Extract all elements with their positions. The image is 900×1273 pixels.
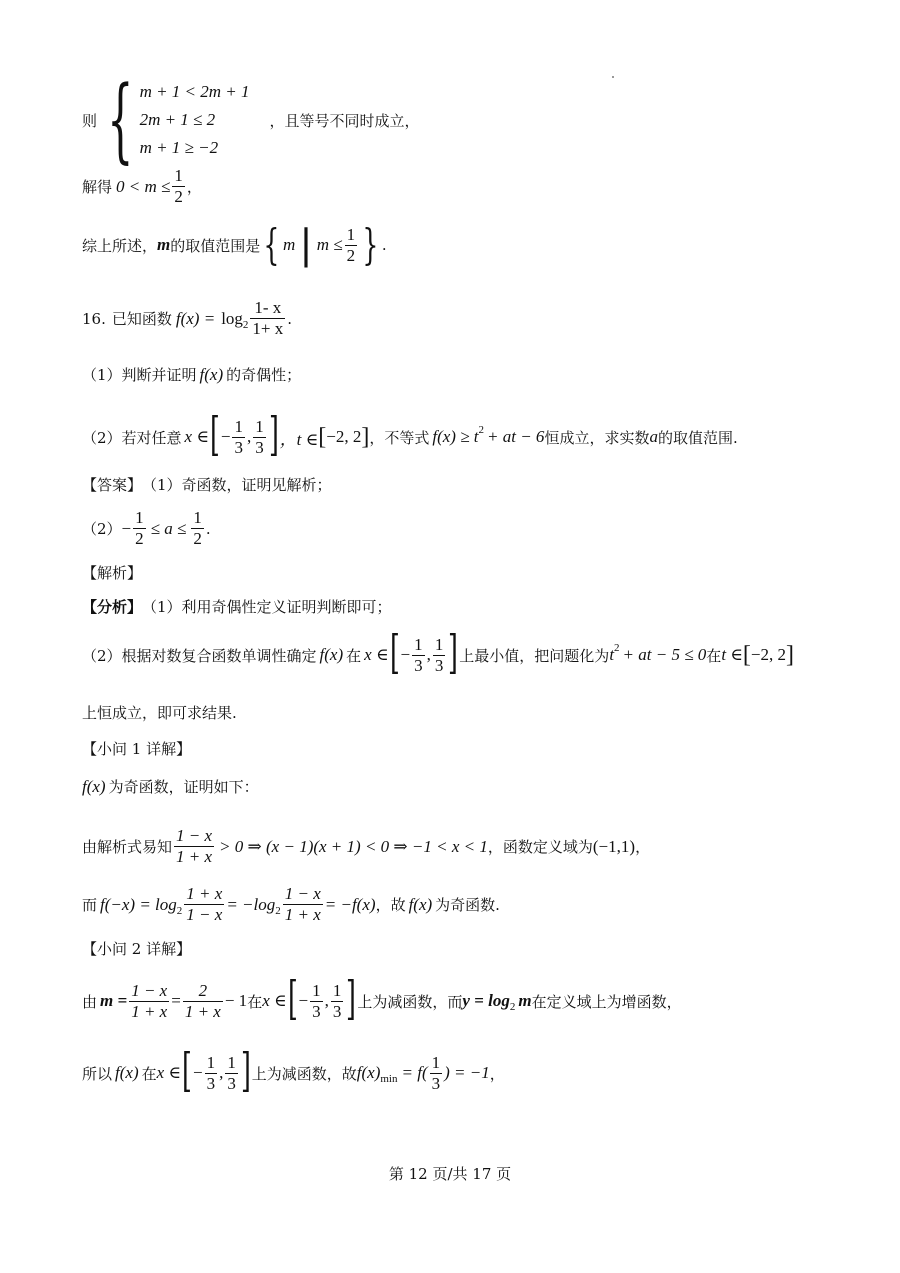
part-2 bbox=[82, 407, 738, 461]
function-ref: f(x) bbox=[319, 645, 344, 664]
fraction: $\frac{1}{3}$ bbox=[312, 980, 321, 1021]
left-bracket: [ bbox=[287, 971, 298, 1025]
inequality-rest: + at − 6 bbox=[487, 427, 545, 446]
function-name: f(x) = bbox=[175, 308, 216, 328]
x-in: x ∈ bbox=[364, 645, 389, 664]
analysis-label: 【解析】 bbox=[82, 564, 143, 582]
sys-rows bbox=[140, 78, 250, 162]
expr: = −f(x) bbox=[324, 894, 376, 914]
t-in: t ∈ bbox=[721, 645, 743, 664]
x-in: x ∈ bbox=[184, 427, 209, 446]
fenxi-p2-line bbox=[82, 625, 794, 679]
left-bracket: [ bbox=[389, 625, 400, 679]
exponent: 2 bbox=[478, 424, 485, 436]
fraction: $\frac{2}{1 + x}$ bbox=[184, 980, 221, 1021]
log-symbol: log bbox=[221, 308, 243, 328]
conclusion-var: m bbox=[157, 235, 171, 254]
fraction: $\frac{1}{2}$ bbox=[174, 166, 183, 206]
right-bracket: ] bbox=[785, 641, 794, 668]
log-base: 2 bbox=[275, 904, 281, 917]
comma: , bbox=[219, 1063, 224, 1082]
left-bracket: [ bbox=[209, 407, 220, 461]
answer-p2-line bbox=[82, 508, 211, 549]
left-brace: { bbox=[107, 66, 134, 173]
sub1-label: 【小问 1 详解】 bbox=[82, 740, 192, 758]
function-ref: f(x) bbox=[82, 776, 106, 796]
fraction: $\frac{1 - x}{1 + x}$ bbox=[284, 884, 321, 924]
sub1-l3a: 而 bbox=[82, 896, 98, 914]
comma: , bbox=[324, 991, 329, 1010]
set-left-brace: { bbox=[263, 220, 280, 269]
comma: , bbox=[426, 645, 431, 664]
fraction: $\frac{1}{3}$ bbox=[332, 980, 342, 1021]
sys-row: 2m + 1 ≤ 2 bbox=[139, 110, 216, 129]
right-bracket: ] bbox=[346, 971, 357, 1025]
fraction: $\frac{1}{3}$ bbox=[414, 634, 423, 675]
sub1-text: 为奇函数，证明如下： bbox=[108, 778, 259, 796]
sys-row: m + 1 ≥ −2 bbox=[139, 138, 219, 157]
answer-p1: （1）奇函数，证明见解析； bbox=[142, 476, 332, 494]
inequality: t bbox=[609, 645, 615, 664]
comma: , bbox=[246, 427, 252, 446]
log-base: 2 bbox=[242, 318, 249, 331]
fraction: $\frac{1 - x}{1 + x}$ bbox=[176, 826, 213, 866]
fraction: $\frac{1}{2}$ bbox=[346, 224, 356, 265]
fenxi-p3-line bbox=[82, 702, 237, 723]
fraction: $\frac{1}{3}$ bbox=[255, 416, 264, 457]
sub1-l2a: 由解析式易知 bbox=[82, 838, 173, 856]
right-bracket: ] bbox=[268, 407, 279, 461]
minus-sign: − bbox=[400, 645, 411, 664]
exponent: 2 bbox=[614, 642, 620, 654]
sub2-line1 bbox=[82, 971, 682, 1025]
sub2-label-line bbox=[82, 938, 191, 959]
set-var: m bbox=[283, 235, 296, 254]
t-interval: −2, 2 bbox=[326, 427, 362, 446]
fraction: $\frac{1}{3}$ bbox=[227, 1052, 236, 1093]
minus-sign: − bbox=[298, 991, 309, 1010]
domain: (−1,1) bbox=[592, 836, 636, 856]
sub2-l1d: 在 bbox=[247, 992, 263, 1011]
var-m: m bbox=[518, 991, 532, 1010]
sys-row: m + 1 < 2m + 1 bbox=[139, 82, 250, 101]
sub2-l1a: 由 bbox=[82, 992, 98, 1011]
expr: = −log bbox=[226, 894, 276, 914]
right-bracket: ] bbox=[448, 625, 459, 679]
part2-label: （2）若对任意 bbox=[82, 428, 182, 447]
fenxi-p3: 上恒成立，即可求结果. bbox=[82, 704, 237, 722]
answer-range: ≤ a ≤ bbox=[150, 518, 187, 538]
fraction: $\frac{1 + x}{1 - x}$ bbox=[186, 884, 223, 924]
set-cond: m ≤ bbox=[316, 235, 343, 254]
conclusion-prefix: 综上所述， bbox=[82, 236, 158, 255]
expr: y = log bbox=[462, 991, 510, 1010]
sub2-l2a: 所以 bbox=[82, 1064, 113, 1083]
sub2-l2c: 在 bbox=[141, 1064, 157, 1083]
sub1-line3 bbox=[82, 884, 500, 925]
solve-prefix: 解得 bbox=[82, 178, 113, 196]
expr: = f( bbox=[401, 1063, 428, 1082]
conclusion-line bbox=[82, 222, 387, 268]
derivation: > 0 ⇒ (x − 1)(x + 1) < 0 ⇒ −1 < x < 1 bbox=[219, 836, 488, 856]
minus-sign: − bbox=[192, 1063, 203, 1082]
part2-tail: 恒成立，求实数 bbox=[544, 428, 650, 447]
equals: = bbox=[171, 991, 181, 1010]
expr: ) = −1 bbox=[444, 1063, 490, 1082]
left-bracket: [ bbox=[182, 1043, 192, 1097]
comma: ， bbox=[489, 1064, 505, 1083]
fraction: $\frac{1 - x}{1 + x}$ bbox=[131, 980, 168, 1021]
expr: f(−x) = log bbox=[100, 894, 177, 914]
fraction: $\frac{1}{3}$ bbox=[434, 634, 444, 675]
conclusion-mid: 的取值范围是 bbox=[170, 236, 261, 255]
inequality: f(x) ≥ t bbox=[432, 427, 479, 446]
minus-sign: − bbox=[220, 427, 231, 446]
x-in: x ∈ bbox=[262, 991, 287, 1010]
sys-prefix: 则 bbox=[82, 111, 98, 130]
t-interval: −2, 2 bbox=[750, 645, 786, 664]
log-base: 2 bbox=[176, 904, 183, 917]
question-tail: . bbox=[287, 309, 293, 328]
inequality-system bbox=[82, 66, 420, 173]
sub2-l1h: 在定义域上为增函数， bbox=[531, 992, 682, 1011]
fraction: $\frac{1}{3}$ bbox=[234, 416, 243, 457]
comma: ， bbox=[635, 838, 651, 856]
function-ref: f(x) bbox=[408, 894, 433, 914]
minus-sign: − bbox=[121, 518, 132, 538]
log-base: 2 bbox=[509, 1001, 516, 1013]
fraction: $\frac{1}{3}$ bbox=[206, 1052, 216, 1093]
min-subscript: min bbox=[380, 1073, 398, 1085]
answer-label-line bbox=[82, 474, 332, 495]
set-bar: | bbox=[299, 222, 313, 268]
question-16 bbox=[82, 298, 292, 339]
function-ref: f(x) bbox=[115, 1063, 139, 1082]
sub1-l3g: 为奇函数. bbox=[435, 896, 500, 914]
scan-dot bbox=[612, 76, 614, 78]
solve-tail: ， bbox=[186, 178, 202, 196]
sub1-label-line bbox=[82, 738, 191, 759]
page-footer: 第 12 页/共 17 页 bbox=[388, 1165, 512, 1183]
sub1-l3e: ，故 bbox=[375, 896, 406, 914]
fraction: $\frac{1}{2}$ bbox=[193, 508, 202, 548]
fenxi-p2b: 在 bbox=[346, 646, 362, 665]
fenxi-label: 【分析】 bbox=[82, 598, 143, 616]
x-in: x ∈ bbox=[156, 1063, 182, 1082]
answer-label: 【答案】 bbox=[82, 476, 143, 494]
fraction: $\frac{1- x}{1+ x}$ bbox=[252, 298, 284, 338]
fenxi-p2c: 上最小值，把问题化为 bbox=[459, 646, 610, 665]
sub2-label: 【小问 2 详解】 bbox=[82, 940, 192, 958]
conclusion-tail: . bbox=[381, 236, 387, 254]
fenxi-p2a: （2）根据对数复合函数单调性确定 bbox=[82, 646, 317, 665]
solve-line bbox=[82, 166, 202, 207]
part2-tail2: 的取值范围. bbox=[657, 428, 738, 447]
function-ref: f(x) bbox=[356, 1063, 381, 1082]
var-a: a bbox=[649, 427, 658, 446]
analysis-line bbox=[82, 562, 142, 583]
fenxi-p2d: 在 bbox=[706, 646, 722, 665]
part1-label: （1）判断并证明 bbox=[82, 366, 197, 384]
sub1-line1 bbox=[82, 776, 259, 797]
left-bracket: [ bbox=[742, 641, 751, 668]
part2-mid: ，不等式 bbox=[369, 428, 430, 447]
sub1-line2 bbox=[82, 826, 650, 867]
right-bracket: ] bbox=[361, 423, 370, 450]
fraction: $\frac{1}{3}$ bbox=[431, 1052, 441, 1093]
part1-tail: 的奇偶性； bbox=[226, 366, 302, 384]
sub2-l1e: 上为减函数，而 bbox=[357, 992, 463, 1011]
sub2-line2 bbox=[82, 1043, 505, 1097]
expr: m = bbox=[100, 991, 128, 1010]
fenxi-line bbox=[82, 596, 392, 617]
left-bracket: [ bbox=[318, 423, 327, 450]
fraction: $\frac{1}{2}$ bbox=[135, 508, 144, 548]
solve-ineq: 0 < m ≤ bbox=[116, 176, 171, 196]
sub2-l2d: 上为减函数，故 bbox=[251, 1064, 357, 1083]
part-1 bbox=[82, 364, 301, 385]
set-right-brace: } bbox=[362, 220, 379, 269]
question-text: 已知函数 bbox=[111, 310, 172, 328]
question-number: 16. bbox=[82, 309, 106, 328]
answer-p2: （2） bbox=[82, 520, 122, 538]
fenxi-p1: （1）利用奇偶性定义证明判断即可； bbox=[142, 598, 392, 616]
answer-tail: . bbox=[205, 519, 211, 538]
t-in: ，t ∈ bbox=[279, 429, 319, 449]
inequality-rest: + at − 5 ≤ 0 bbox=[622, 645, 707, 664]
sub1-l2c: ，函数定义域为 bbox=[487, 838, 593, 856]
sys-suffix: ，且等号不同时成立， bbox=[269, 111, 420, 130]
right-bracket: ] bbox=[240, 1043, 251, 1097]
function-ref: f(x) bbox=[199, 364, 224, 384]
expr: − 1 bbox=[224, 991, 248, 1010]
